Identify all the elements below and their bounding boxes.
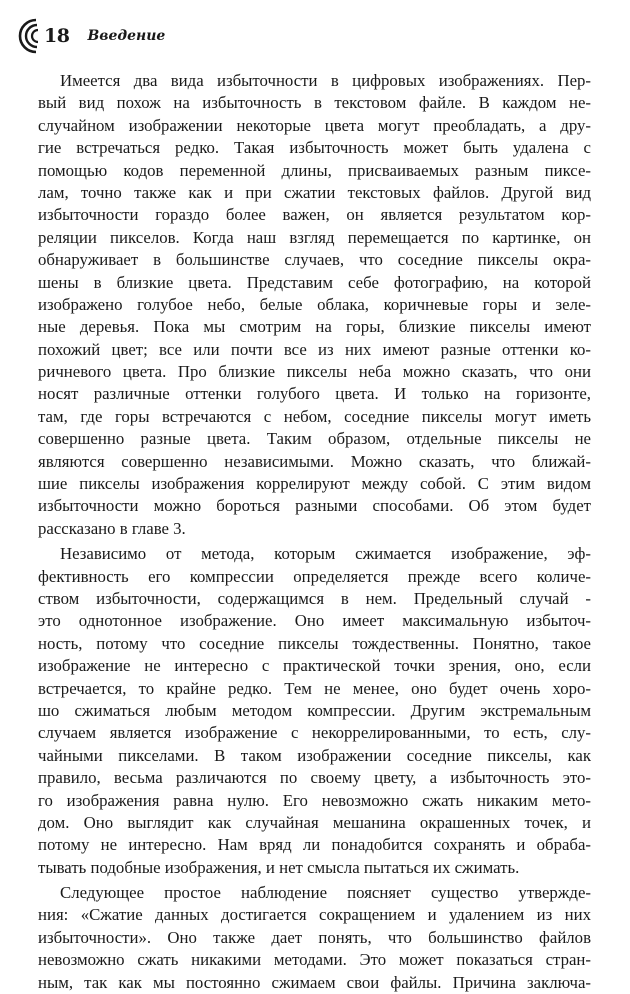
text-line: обнаруживает в большинстве случаев, что соседние пикселы окра-: [38, 250, 591, 270]
text-line: правило, весьма различаются по своему цвету, а избыточность это-: [38, 768, 591, 788]
running-title: Введение: [87, 28, 166, 44]
text-line: это однотонное изображение. Оно имеет максимальную избыточ-: [38, 611, 591, 631]
text-line: реляции пикселов. Когда наш взгляд перемещается по картинке, он: [38, 227, 591, 247]
text-line: избыточности». Оно также дает понять, что большинство файлов: [38, 927, 591, 947]
text-line: потому не интересно. Нам вряд ли понадобится сохранять и обраба-: [38, 835, 591, 855]
text-line: невозможно сжать никакими методами. Это может показаться стран-: [38, 950, 591, 970]
chapter-arcs-icon: [14, 16, 42, 56]
text-line: похожий цвет; все или почти все из них имеют разные оттенки ко-: [38, 339, 591, 359]
text-line: там, где горы встречаются с небом, соседние пикселы могут иметь: [38, 406, 591, 426]
page-header: [14, 16, 165, 56]
text-line: ным, так как мы постоянно сжимаем свои файлы. Причина заключа-: [38, 972, 591, 992]
paragraph-1: [38, 70, 591, 540]
text-line: избыточности можно бороться разными способами. Об этом будет: [38, 496, 591, 516]
text-line: гие встречаться редко. Такая избыточность может быть удалена с: [38, 138, 591, 158]
text-line: случаем является изображение с некоррелированными, то есть, слу-: [38, 723, 591, 743]
page-number: 18: [44, 25, 70, 47]
text-line: совершенно разные цвета. Таким образом, отдельные пикселы не: [38, 429, 591, 449]
text-line: помощью кодов переменной длины, присваиваемых разным пиксе-: [38, 160, 591, 180]
text-line: Независимо от метода, которым сжимается изображение, эф-: [60, 544, 591, 564]
paragraph-2: [38, 543, 591, 879]
text-line: Следующее простое наблюдение поясняет существо утвержде-: [60, 883, 591, 903]
text-line: ством избыточности, содержащимся в нем. Предельный случай -: [38, 588, 591, 608]
text-line: го изображения равна нулю. Его невозможно сжать никаким мето-: [38, 790, 591, 810]
text-line: случайном изображении некоторые цвета могут преобладать, а дру-: [38, 115, 591, 135]
text-line: вый вид похож на избыточность в текстовом файле. В каждом не-: [38, 93, 591, 113]
text-line: изображение не интересно с практической точки зрения, оно, если: [38, 656, 591, 676]
text-line: Имеется два вида избыточности в цифровых изображениях. Пер-: [60, 71, 591, 90]
text-line: рассказано в главе 3.: [38, 518, 186, 538]
text-line: шо сжиматься любым методом компрессии. Другим экстремальным: [38, 700, 591, 720]
body-text: [38, 70, 591, 994]
text-line: фективность его компрессии определяется прежде всего количе-: [38, 566, 591, 586]
text-line: шены в близкие цвета. Представим себе фотографию, на которой: [38, 272, 591, 292]
text-line: встречается, то крайне редко. Тем не менее, оно будет очень хоро-: [38, 678, 591, 698]
text-line: дом. Оно выглядит как случайная мешанина окрашенных точек, и: [38, 812, 591, 832]
text-line: чайными пикселами. В таком изображении соседние пикселы, как: [38, 745, 591, 765]
text-line: ния: «Сжатие данных достигается сокращением и удалением из них: [38, 905, 591, 925]
text-line: являются совершенно независимыми. Можно сказать, что ближай-: [38, 451, 591, 471]
text-line: ные деревья. Пока мы смотрим на горы, близкие пикселы имеют: [38, 317, 591, 337]
text-line: носят различные оттенки голубого цвета. И только на горизонте,: [38, 384, 591, 404]
paragraph-3: [38, 882, 591, 994]
text-line: избыточности гораздо более важен, он является результатом кор-: [38, 205, 591, 225]
text-line: изображено голубое небо, белые облака, коричневые горы и зеле-: [38, 294, 591, 314]
text-line: ность, потому что соседние пикселы тождественны. Понятно, такое: [38, 633, 591, 653]
text-line: лам, точно также как и при сжатии текстовых файлов. Другой вид: [38, 182, 591, 202]
text-line: шие пикселы изображения коррелируют между собой. С этим видом: [38, 474, 591, 494]
text-line: ричневого цвета. Про близкие пикселы неба можно сказать, что они: [38, 362, 591, 382]
text-line: тывать подобные изображения, и нет смысла пытаться их сжимать.: [38, 857, 520, 877]
